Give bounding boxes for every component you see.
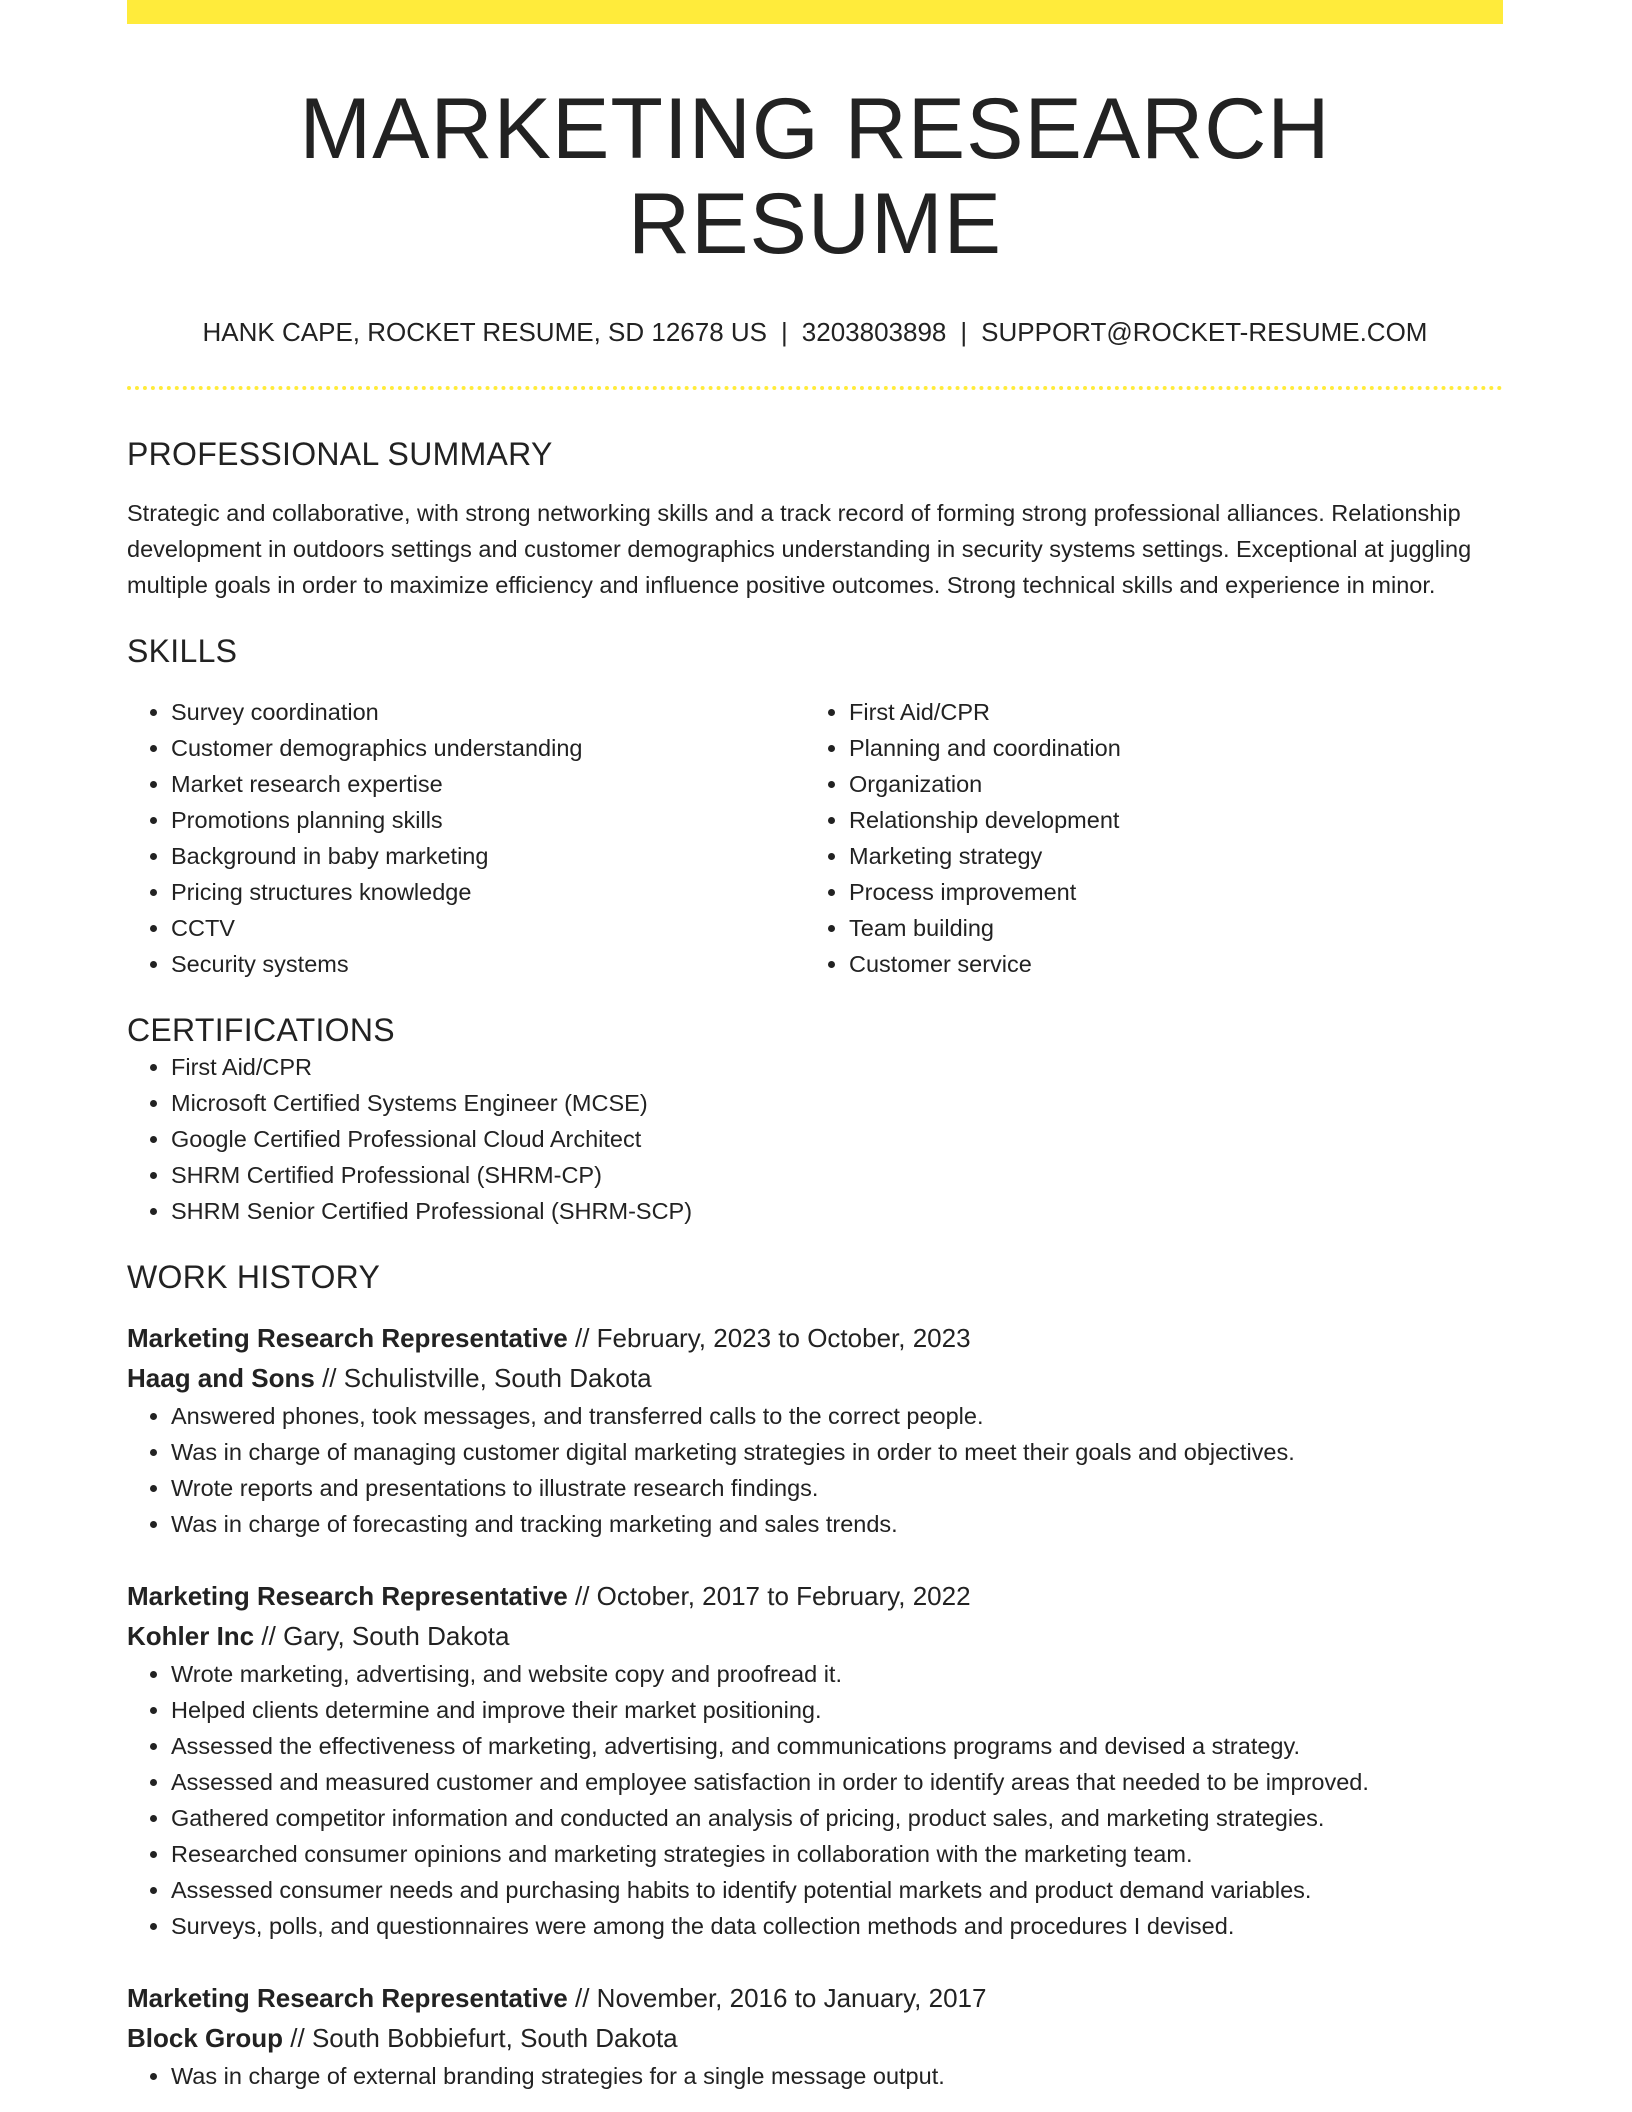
skill-item: • Organization bbox=[849, 766, 1483, 802]
skills-column-right bbox=[805, 694, 1483, 982]
job-role-line bbox=[127, 1978, 1503, 2018]
skills-grid bbox=[127, 694, 1503, 982]
job-duty: • Surveys, polls, and questionnaires were among the data collection methods and procedures I devised. bbox=[171, 1908, 1503, 1944]
job-role-line bbox=[127, 1576, 1503, 1616]
job-duty: • Was in charge of managing customer digital marketing strategies in order to meet their goals and objectives. bbox=[171, 1434, 1503, 1470]
job-separator: // bbox=[290, 2023, 305, 2054]
job-role: Marketing Research Representative bbox=[127, 1323, 568, 1354]
job-duties-list bbox=[127, 1656, 1503, 1944]
job-company-line bbox=[127, 1358, 1503, 1398]
certifications-list bbox=[127, 1049, 1503, 1229]
job-duty: • Wrote marketing, advertising, and website copy and proofread it. bbox=[171, 1656, 1503, 1692]
job-role: Marketing Research Representative bbox=[127, 1581, 568, 1612]
job-separator: // bbox=[574, 1581, 590, 1612]
job-separator: // bbox=[574, 1323, 590, 1354]
skill-item: • Relationship development bbox=[849, 802, 1483, 838]
dotted-divider bbox=[127, 386, 1503, 390]
skill-item: • First Aid/CPR bbox=[849, 694, 1483, 730]
job-dates: November, 2016 to January, 2017 bbox=[596, 1983, 987, 2014]
job-separator: // bbox=[322, 1363, 337, 1394]
job-duty: • Was in charge of forecasting and tracking marketing and sales trends. bbox=[171, 1506, 1503, 1542]
contact-email: SUPPORT@ROCKET-RESUME.COM bbox=[981, 317, 1428, 348]
job-duty: • Was in charge of external branding strategies for a single message output. bbox=[171, 2058, 1503, 2094]
skills-section bbox=[127, 633, 1503, 982]
job-location: Gary, South Dakota bbox=[283, 1621, 510, 1652]
skill-item: • Security systems bbox=[171, 946, 805, 982]
job-entry bbox=[127, 1318, 1503, 1542]
skill-item: • Team building bbox=[849, 910, 1483, 946]
job-company: Block Group bbox=[127, 2023, 284, 2054]
job-company-line bbox=[127, 1616, 1503, 1656]
section-title-skills: SKILLS bbox=[127, 633, 238, 670]
resume-page bbox=[127, 0, 1503, 2094]
skill-item: • Customer service bbox=[849, 946, 1483, 982]
skill-item: • CCTV bbox=[171, 910, 805, 946]
certification-item: • First Aid/CPR bbox=[171, 1049, 1503, 1085]
job-duty: • Researched consumer opinions and marketing strategies in collaboration with the marketing team. bbox=[171, 1836, 1503, 1872]
skill-item: • Process improvement bbox=[849, 874, 1483, 910]
skill-item: • Marketing strategy bbox=[849, 838, 1483, 874]
job-entry bbox=[127, 1576, 1503, 1944]
resume-title: MARKETING RESEARCH RESUME bbox=[299, 81, 1331, 272]
certification-item: • SHRM Certified Professional (SHRM-CP) bbox=[171, 1157, 1503, 1193]
job-duties-list bbox=[127, 1398, 1503, 1542]
section-title-work-history: WORK HISTORY bbox=[127, 1259, 381, 1296]
job-duty: • Wrote reports and presentations to illustrate research findings. bbox=[171, 1470, 1503, 1506]
job-duty: • Assessed the effectiveness of marketing, advertising, and communications programs and devised a strategy. bbox=[171, 1728, 1503, 1764]
section-title-summary: PROFESSIONAL SUMMARY bbox=[127, 436, 553, 473]
job-separator: // bbox=[574, 1983, 590, 2014]
job-dates: October, 2017 to February, 2022 bbox=[596, 1581, 971, 1612]
skill-item: • Market research expertise bbox=[171, 766, 805, 802]
job-role: Marketing Research Representative bbox=[127, 1983, 568, 2014]
contact-phone: 3203803898 bbox=[801, 317, 947, 348]
job-separator: // bbox=[261, 1621, 276, 1652]
certification-item: • Microsoft Certified Systems Engineer (MCSE) bbox=[171, 1085, 1503, 1121]
certifications-section bbox=[127, 1012, 1503, 1229]
job-company: Kohler Inc bbox=[127, 1621, 255, 1652]
skill-item: • Pricing structures knowledge bbox=[171, 874, 805, 910]
summary-section bbox=[127, 436, 1503, 603]
certification-item: • SHRM Senior Certified Professional (SHRM-SCP) bbox=[171, 1193, 1503, 1229]
job-duty: • Gathered competitor information and conducted an analysis of pricing, product sales, and marketing strategies. bbox=[171, 1800, 1503, 1836]
job-company: Haag and Sons bbox=[127, 1363, 315, 1394]
skill-item: • Customer demographics understanding bbox=[171, 730, 805, 766]
work-history-section bbox=[127, 1259, 1503, 2094]
job-location: Schulistville, South Dakota bbox=[343, 1363, 652, 1394]
skill-item: • Background in baby marketing bbox=[171, 838, 805, 874]
job-duties-list bbox=[127, 2058, 1503, 2094]
skill-item: • Promotions planning skills bbox=[171, 802, 805, 838]
job-dates: February, 2023 to October, 2023 bbox=[596, 1323, 971, 1354]
job-location: South Bobbiefurt, South Dakota bbox=[311, 2023, 678, 2054]
section-title-certifications: CERTIFICATIONS bbox=[127, 1012, 395, 1049]
job-role-line bbox=[127, 1318, 1503, 1358]
skill-item: • Planning and coordination bbox=[849, 730, 1483, 766]
job-duty: • Assessed and measured customer and employee satisfaction in order to identify areas that needed to be improved. bbox=[171, 1764, 1503, 1800]
contact-address: HANK CAPE, ROCKET RESUME, SD 12678 US bbox=[202, 317, 768, 348]
skill-item: • Survey coordination bbox=[171, 694, 805, 730]
job-duty: • Assessed consumer needs and purchasing habits to identify potential markets and product demand variables. bbox=[171, 1872, 1503, 1908]
accent-bar bbox=[127, 0, 1503, 24]
contact-separator: | bbox=[781, 317, 788, 348]
job-duty: • Helped clients determine and improve their market positioning. bbox=[171, 1692, 1503, 1728]
certification-item: • Google Certified Professional Cloud Architect bbox=[171, 1121, 1503, 1157]
skills-list-right bbox=[805, 694, 1483, 982]
contact-separator: | bbox=[960, 317, 968, 348]
job-duty: • Answered phones, took messages, and transferred calls to the correct people. bbox=[171, 1398, 1503, 1434]
contact-line bbox=[127, 317, 1503, 348]
skills-list-left bbox=[127, 694, 805, 982]
job-company-line bbox=[127, 2018, 1503, 2058]
skills-column-left bbox=[127, 694, 805, 982]
job-entry bbox=[127, 1978, 1503, 2094]
summary-text: Strategic and collaborative, with strong networking skills and a track record of forming strong professional alliances. Relationship development in outdoors settings and customer demographics understanding in security systems settings. Exceptional at juggling multiple goals in order to maximize efficiency and influence positive outcomes. Strong technical skills and experience in minor. bbox=[127, 500, 1472, 599]
